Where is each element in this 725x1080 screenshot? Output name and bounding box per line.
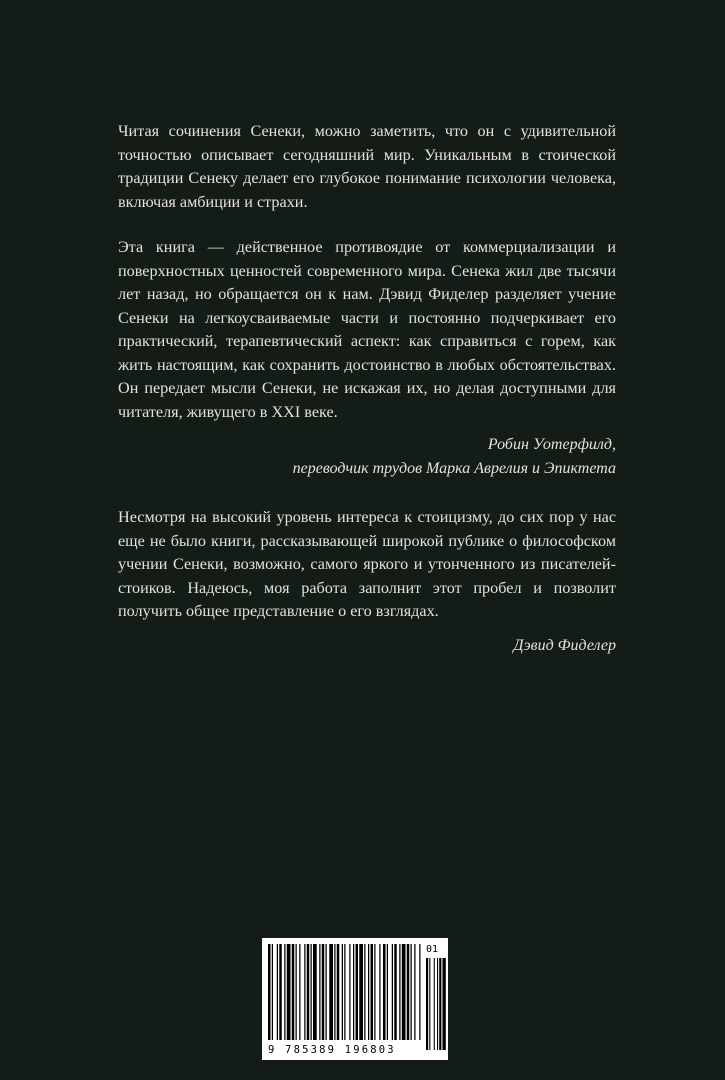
barcode-bar: [342, 944, 343, 1040]
author-paragraph: Несмотря на высокий уровень интереса к стоицизму, до сих пор у нас еще не было книги, рассказывающей широкой публике о философском учении Сенеки, возможно, самого яркого и утонченного из писателей-стоиков. Надеюсь, моя работа заполнит этот пробел и позволит получить общее представление о его взглядах.: [118, 508, 616, 620]
back-cover-text: [118, 120, 616, 657]
barcode-addon-bar: [429, 958, 430, 1050]
barcode-bar: [299, 944, 300, 1040]
barcode-bar: [272, 944, 273, 1040]
barcode-bar: [364, 944, 365, 1040]
barcode-bar: [379, 944, 380, 1040]
barcode-bar: [337, 944, 340, 1040]
barcode-isbn: 9 785389 196803: [268, 1044, 396, 1056]
barcode-addon-bar: [426, 958, 428, 1050]
blurb-paragraph-1: Читая сочинения Сенеки, можно заметить, что он с удивительной точностью описывает сегодняшний мир. Уникальным в стоической традиции Сенеку делает его глубокое понимание психологии человека, включая амбиции и страхи.: [118, 122, 616, 211]
barcode-bar: [296, 944, 297, 1040]
barcode-bar: [349, 944, 350, 1040]
attribution-fideler: [118, 634, 616, 658]
barcode-bar: [279, 944, 282, 1040]
barcode-bar: [307, 944, 310, 1040]
barcode-bar: [419, 944, 420, 1040]
barcode-bar: [407, 944, 410, 1040]
barcode-bar: [387, 944, 388, 1040]
barcode-bar: [277, 944, 278, 1040]
barcode-bar: [329, 944, 333, 1040]
barcode-bar: [313, 944, 317, 1040]
barcode-addon-bar: [434, 958, 435, 1050]
barcode-bar: [394, 944, 397, 1040]
barcode-bar: [322, 944, 325, 1040]
barcode-addon-bar: [437, 958, 438, 1050]
barcode-bar: [374, 944, 375, 1040]
barcode-bar: [399, 944, 400, 1040]
barcode-bar: [392, 944, 393, 1040]
barcode-bar: [304, 944, 305, 1040]
attribution-role: переводчик трудов Марка Аврелия и Эпиктета: [292, 459, 616, 477]
barcode-bar: [319, 944, 320, 1040]
barcode-bar: [287, 944, 291, 1040]
barcode-bar: [356, 944, 359, 1040]
barcode-bar: [411, 944, 412, 1040]
barcode-addon: 01: [426, 944, 439, 955]
barcode-bar: [371, 944, 374, 1040]
attribution-name: Дэвид Фиделер: [513, 636, 616, 654]
barcode-bar: [268, 944, 271, 1040]
barcode-bars: [262, 938, 448, 1060]
barcode-bar: [353, 944, 354, 1040]
barcode-bar: [383, 944, 386, 1040]
barcode-bar: [326, 944, 327, 1040]
barcode-bar: [284, 944, 285, 1040]
barcode-bar: [368, 944, 369, 1040]
barcode-bar: [334, 944, 335, 1040]
attribution-name: Робин Уотерфилд,: [487, 436, 616, 453]
barcode-bar: [311, 944, 312, 1040]
blurb-paragraph-2: Эта книга — действенное противоядие от коммерциализации и поверхностных ценностей современного мира. Сенека жил две тысячи лет назад, но обращается он к нам. Дэвид Фиделер разделяет учение Сенеки на легкоусваиваемые части и постоянно подчеркивает его практический, терапевтический аспект: как справиться с горем, как жить настоящим, как сохранить достоинство в любых обстоятельствах. Он передает мысли Сенеки, не искажая их, но делая доступными для читателя, живущего в XXI веке.: [118, 238, 616, 421]
barcode-bar: [402, 944, 406, 1040]
barcode-addon-bar: [439, 958, 441, 1050]
isbn-barcode: [262, 938, 448, 1060]
barcode-bar: [359, 944, 363, 1040]
barcode-bar: [292, 944, 295, 1040]
barcode-bar: [414, 944, 415, 1040]
attribution-waterfield: [118, 433, 616, 480]
barcode-bar: [344, 944, 345, 1040]
barcode-addon-bar: [443, 958, 446, 1050]
